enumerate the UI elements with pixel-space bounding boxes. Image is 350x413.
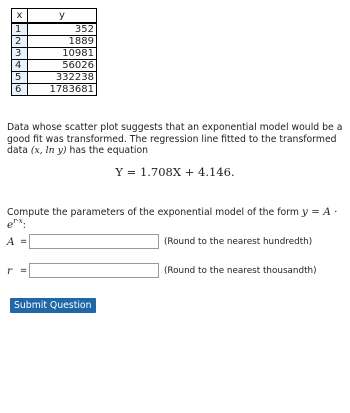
cell-y: 352	[28, 23, 97, 36]
problem-intro: Data whose scatter plot suggests that an exponential model would be a good fit was transformed. The regression line fitted to the transformed data	[7, 122, 343, 156]
problem-statement	[7, 122, 347, 157]
table-row	[12, 60, 97, 72]
cell-y: 1783681	[28, 84, 97, 96]
cell-x: 1	[12, 23, 28, 36]
variable-label-r: r	[7, 264, 13, 277]
compute-text: Compute the parameters of the exponential model of the form	[7, 207, 302, 218]
transformed-data-math: (x, ln y)	[30, 145, 67, 156]
table-row	[12, 36, 97, 48]
table-header-row	[12, 9, 97, 24]
equals-sign: =	[20, 265, 28, 276]
submit-question-button[interactable]: Submit Question	[10, 298, 96, 313]
table-row	[12, 23, 97, 36]
cell-y: 332238	[28, 72, 97, 84]
cell-x: 6	[12, 84, 28, 96]
variable-label-a: A	[7, 235, 15, 248]
answer-row-a	[7, 233, 312, 250]
compute-instruction	[7, 206, 350, 232]
cell-x: 4	[12, 60, 28, 72]
rounding-hint-a: (Round to the nearest hundredth)	[164, 236, 313, 247]
column-header-y: y	[28, 9, 97, 24]
answer-row-r	[7, 262, 317, 279]
problem-intro-end: has the equation	[66, 145, 149, 156]
table-row	[12, 84, 97, 96]
cell-y: 10981	[28, 48, 97, 60]
answer-input-a[interactable]	[29, 234, 159, 249]
equals-sign: =	[20, 236, 28, 247]
cell-y: 56026	[28, 60, 97, 72]
answer-input-r[interactable]	[29, 263, 159, 278]
cell-x: 3	[12, 48, 28, 60]
cell-x: 5	[12, 72, 28, 84]
model-formula-exponent: r·x	[13, 217, 23, 225]
cell-y: 1889	[28, 36, 97, 48]
table-row	[12, 72, 97, 84]
rounding-hint-r: (Round to the nearest thousandth)	[164, 265, 317, 276]
column-header-x: x	[12, 9, 28, 24]
compute-trailing: :	[22, 220, 26, 231]
data-table	[11, 8, 97, 96]
regression-equation: Y = 1.708X + 4.146.	[115, 165, 235, 179]
table-row	[12, 48, 97, 60]
cell-x: 2	[12, 36, 28, 48]
model-formula-base: y = A · e	[7, 206, 338, 231]
